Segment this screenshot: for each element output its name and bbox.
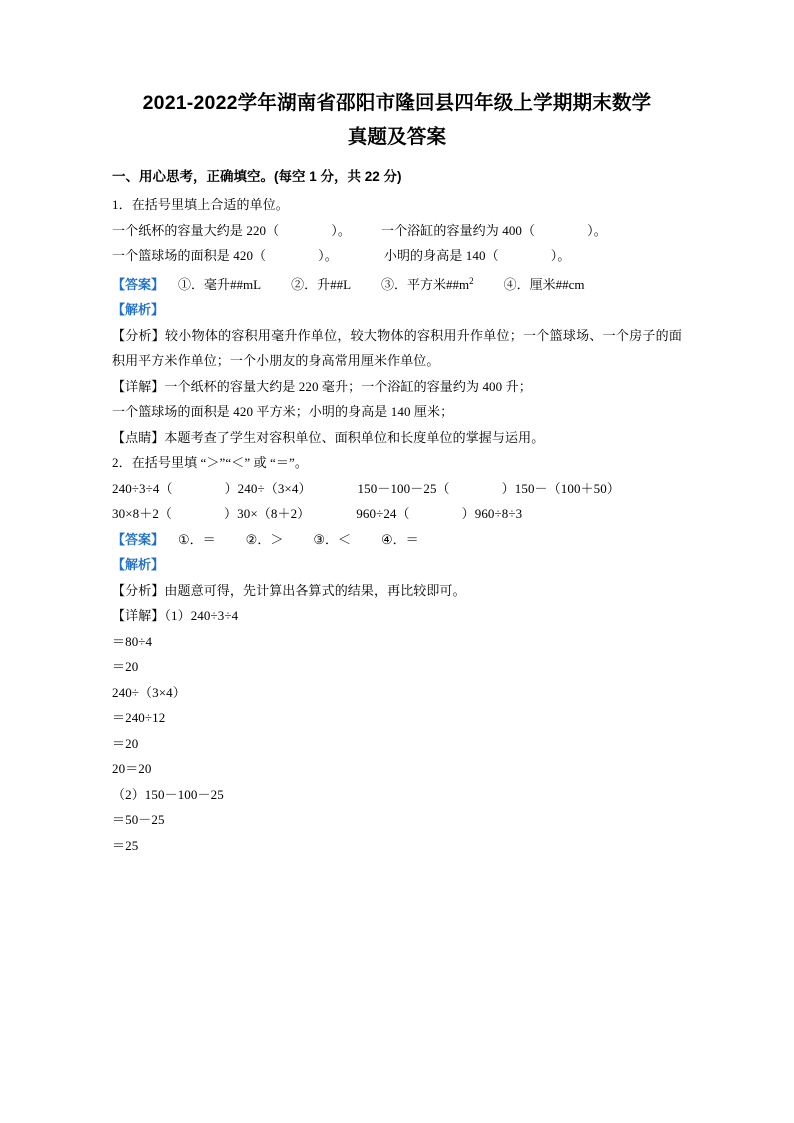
q2-blank-b-text: 150－100－25（ [357, 480, 450, 496]
q1-answer-2: ②．升##L [291, 276, 352, 292]
question-1-analysis-tag: 【解析】 [112, 302, 165, 318]
q2-blank-c-end: ）30×（8＋2） [224, 506, 311, 522]
question-2-line-2 [112, 501, 682, 527]
q2-blank-d-text: 960÷24（ [356, 506, 410, 522]
question-2-answer-row [112, 527, 682, 553]
q1-blank-d-text: 小明的身高是 140（ [383, 248, 499, 263]
q2-blank-d-end: ）960÷8÷3 [461, 506, 523, 522]
question-1-answer-row [112, 269, 682, 298]
question-1-xiangjie-line-1 [112, 374, 682, 400]
q2-step-4: ＝240÷12 [112, 710, 166, 726]
page-title [112, 86, 682, 154]
q1-blank-c-text: 一个篮球场的面积是 420（ [112, 248, 267, 263]
xiangjie-text-first: （1）240÷3÷4 [164, 608, 239, 624]
question-2-fenxi [112, 578, 682, 604]
q2-answer-1: ①．＝ [178, 531, 216, 547]
fenxi-label: 【分析】 [112, 327, 166, 343]
q2-step-5: ＝20 [112, 735, 139, 751]
xiangjie-label: 【详解】 [112, 608, 165, 624]
q1-answer-4: ④．厘米##cm [503, 276, 585, 292]
question-1-dianjing [112, 425, 682, 451]
q1-answer-1: ①．毫升##mL [178, 276, 262, 292]
section-heading-fill-blanks: 一、用心思考，正确填空。(每空 1 分，共 22 分) [112, 169, 402, 184]
q1-blank-b-end: ）。 [587, 222, 607, 238]
q1-blank-a-text: 一个纸杯的容量大约是 220（ [112, 222, 280, 238]
dianjing-text: 本题考查了学生对容积单位、面积单位和长度单位的掌握与运用。 [164, 429, 545, 445]
q2-answer-3: ③．＜ [313, 531, 351, 547]
xiangjie-label: 【详解】 [112, 378, 165, 394]
question-2-stem: 2．在括号里填 “＞”“＜” 或 “＝”。 [112, 455, 308, 471]
q2-step-6: 20＝20 [112, 761, 152, 777]
q1-answer-3-sup: 2 [469, 275, 474, 286]
q2-answer-2: ②．＞ [245, 531, 284, 547]
q1-blank-d-end: ）。 [550, 248, 571, 263]
q2-blank-a-end: ）240÷（3×4） [224, 480, 312, 496]
fenxi-text: 由题意可得，先计算出各算式的结果，再比较即可。 [164, 582, 466, 598]
title-line-2: 真题及答案 [347, 126, 447, 148]
q1-blank-b-text: 一个浴缸的容量约为 400（ [380, 222, 536, 238]
q2-step-9: ＝25 [112, 837, 139, 853]
title-line-1: 2021-2022学年湖南省邵阳市隆回县四年级上学期期末数学 [142, 92, 652, 114]
question-1-line-2 [112, 243, 682, 269]
question-2-line-1 [112, 476, 682, 502]
q2-blank-c-text: 30×8＋2（ [112, 506, 173, 522]
q2-step-3: 240÷（3×4） [112, 684, 186, 700]
question-1-xiangjie-line-2: 一个篮球场的面积是 420 平方米；小明的身高是 140 厘米； [112, 404, 454, 420]
q1-answer-3: ③．平方米##m [381, 276, 470, 292]
q2-blank-a-text: 240÷3÷4（ [112, 480, 173, 496]
question-1-stem: 1．在括号里填上合适的单位。 [112, 197, 289, 212]
answer-tag: 【答案】 [112, 276, 165, 292]
q2-step-8: ＝50－25 [112, 812, 165, 828]
answer-tag: 【答案】 [112, 531, 165, 547]
q2-blank-b-end: ）150－（100＋50） [501, 480, 620, 496]
q2-answer-4: ④．＝ [380, 531, 419, 547]
fenxi-text: 较小物体的容积用毫升作单位，较大物体的容积用升作单位；一个篮球场、一个房子的面积用平方米作单位；一个小朋友的身高常用厘米作单位。 [112, 327, 682, 369]
xiangjie-text-1: 一个纸杯的容量大约是 220 毫升；一个浴缸的容量约为 400 升； [164, 378, 532, 394]
q2-step-2: ＝20 [112, 659, 139, 675]
question-2-xiangjie-first [112, 603, 682, 629]
q1-blank-a-end: ）。 [331, 222, 351, 238]
fenxi-label: 【分析】 [112, 582, 165, 598]
q1-blank-c-end: ）。 [318, 248, 338, 263]
dianjing-label: 【点睛】 [112, 429, 165, 445]
question-2-analysis-tag: 【解析】 [112, 557, 165, 573]
q2-step-7: （2）150－100－25 [112, 786, 224, 802]
question-1-line-1 [112, 218, 682, 244]
q2-step-1: ＝80÷4 [112, 633, 153, 649]
question-1-fenxi [112, 323, 682, 374]
